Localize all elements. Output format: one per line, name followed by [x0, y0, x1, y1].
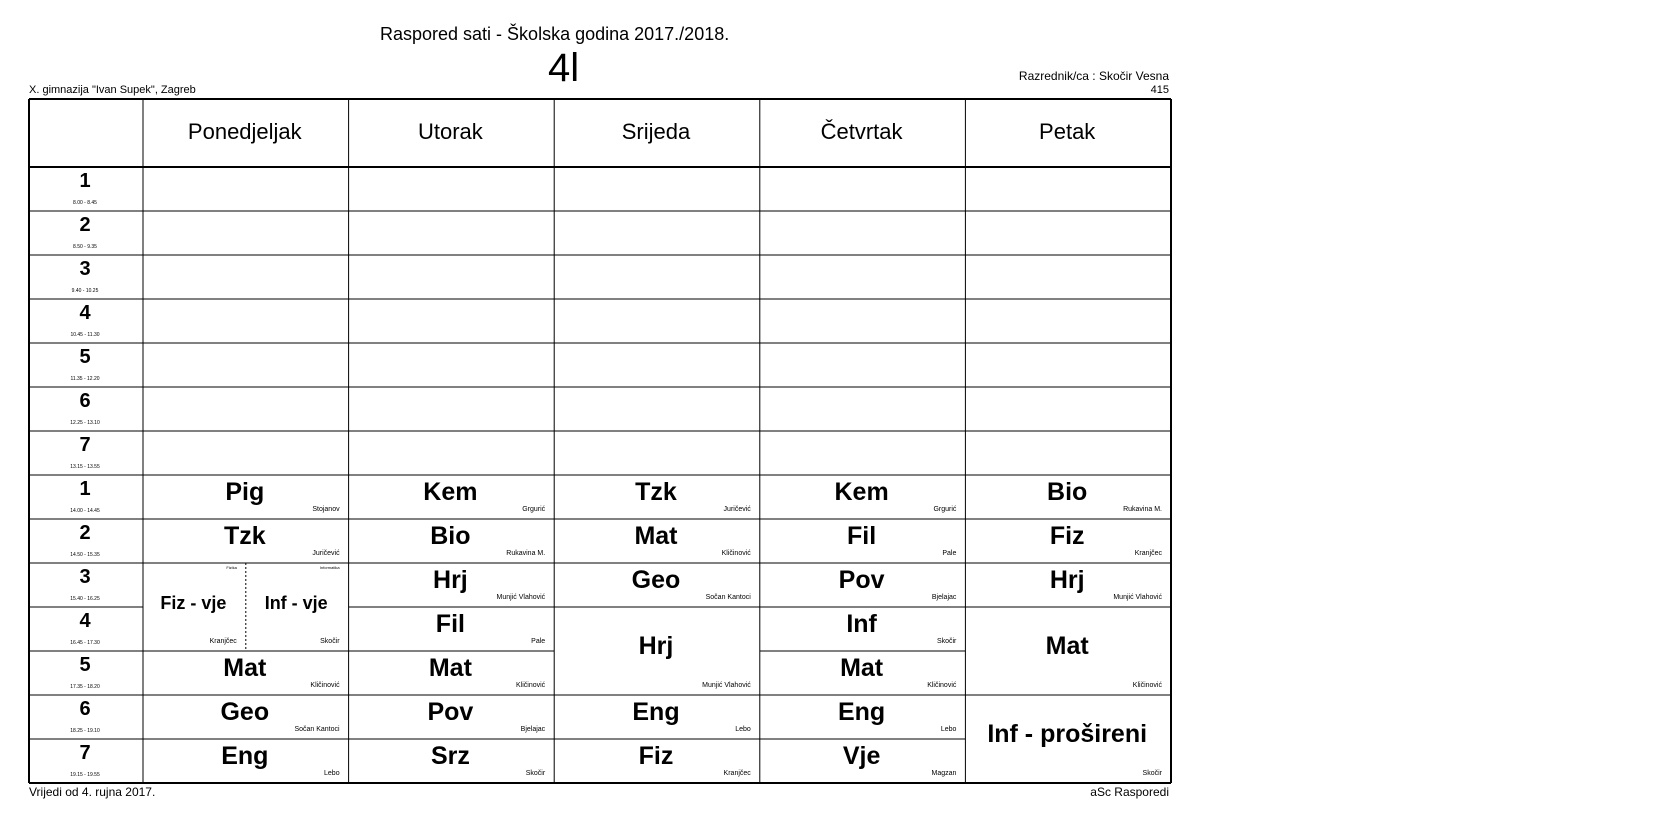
- period-time: 15.40 - 16.25: [70, 596, 100, 602]
- period-number: 6: [79, 390, 91, 412]
- lesson-subject: Eng: [837, 698, 886, 726]
- lesson-subject: Geo: [631, 566, 681, 594]
- period-time: 12.25 - 13.10: [70, 420, 100, 426]
- lesson-teacher: Munjić Vlahović: [496, 594, 546, 601]
- period-time: 13.15 - 13.55: [70, 464, 100, 470]
- lesson-subject: Inf: [846, 610, 877, 638]
- lesson-subject: Mat: [428, 654, 472, 682]
- lesson-subject: Mat: [223, 654, 267, 682]
- lesson-teacher: Kranjčec: [723, 770, 751, 777]
- valid-from: Vrijedi od 4. rujna 2017.: [29, 785, 156, 799]
- lesson-teacher: Skočir: [320, 638, 340, 645]
- day-header: Utorak: [417, 119, 483, 144]
- lesson-teacher: Pale: [942, 550, 957, 557]
- period-time: 17.35 - 18.20: [70, 684, 100, 690]
- day-header: Četvrtak: [820, 119, 903, 144]
- period-time: 14.50 - 15.35: [70, 552, 100, 558]
- period-time: 9.40 - 10.25: [71, 288, 99, 294]
- lesson-subject: Mat: [634, 522, 678, 550]
- period-time: 18.25 - 19.10: [70, 728, 100, 734]
- school-name: X. gimnazija "Ivan Supek", Zagreb: [29, 84, 196, 96]
- period-number: 4: [79, 610, 91, 632]
- lesson-subject: Eng: [632, 698, 680, 726]
- lesson-subject: Fil: [435, 610, 465, 638]
- lesson-subject: Pov: [427, 698, 474, 726]
- lesson-subject: Kem: [834, 478, 889, 506]
- period-number: 1: [79, 478, 91, 500]
- lesson-subject: Bio: [430, 522, 471, 550]
- period-number: 5: [79, 346, 91, 368]
- period-time: 8.00 - 8.45: [73, 200, 97, 206]
- lesson-teacher: Grgurić: [933, 506, 957, 513]
- period-time: 16.45 - 17.30: [70, 640, 100, 646]
- lesson-teacher: Munjić Vlahović: [1113, 594, 1162, 601]
- period-number: 2: [79, 522, 91, 544]
- lesson-subject: Mat: [1045, 632, 1089, 660]
- period-number: 3: [79, 258, 91, 280]
- lesson-teacher: Kranjčec: [209, 638, 237, 645]
- lesson-group: Fizika: [226, 565, 237, 570]
- period-number: 4: [79, 302, 91, 324]
- lesson-teacher: Munjić Vlahović: [702, 682, 751, 689]
- lesson-subject: Mat: [840, 654, 884, 682]
- lesson-teacher: Pale: [531, 638, 546, 645]
- lesson-teacher: Skočir: [1142, 770, 1162, 777]
- lesson-teacher: Kličinović: [927, 682, 957, 689]
- lesson-teacher: Kličinović: [310, 682, 340, 689]
- lesson-group: Informatika: [319, 565, 340, 570]
- period-number: 7: [79, 742, 91, 764]
- class-name: 4l: [548, 46, 580, 90]
- period-number: 2: [79, 214, 91, 236]
- lesson-subject: Geo: [220, 698, 270, 726]
- lesson-teacher: Bjelajac: [931, 594, 957, 601]
- lesson-subject: Pig: [225, 478, 265, 506]
- lesson-teacher: Skočir: [525, 770, 546, 777]
- lesson-teacher: Rukavina M.: [506, 550, 546, 557]
- period-number: 5: [79, 654, 91, 676]
- lesson-subject: Fiz - vje: [160, 593, 227, 614]
- lesson-subject: Fiz: [1049, 522, 1085, 550]
- period-time: 8.50 - 9.35: [73, 244, 97, 250]
- lesson-teacher: Kličinović: [516, 682, 546, 689]
- day-header: Srijeda: [621, 119, 691, 144]
- room-number: 415: [1150, 84, 1169, 96]
- day-header: Ponedjeljak: [187, 119, 302, 144]
- lesson-teacher: Rukavina M.: [1123, 506, 1162, 513]
- lesson-subject: Hrj: [638, 632, 674, 660]
- lesson-teacher: Kličinović: [721, 550, 751, 557]
- page-title: Raspored sati - Školska godina 2017./2018.: [380, 24, 730, 44]
- lesson-teacher: Sočan Kantoci: [705, 594, 751, 601]
- lesson-subject: Srz: [430, 742, 470, 770]
- period-number: 7: [79, 434, 91, 456]
- lesson-subject: Fiz: [638, 742, 674, 770]
- lesson-subject: Eng: [221, 742, 269, 770]
- lesson-subject: Inf - prošireni: [987, 720, 1148, 748]
- lesson-subject: Kem: [423, 478, 478, 506]
- lesson-teacher: Kličinović: [1132, 682, 1162, 689]
- lesson-subject: Fil: [847, 522, 877, 550]
- lesson-teacher: Lebo: [324, 770, 340, 777]
- lesson-teacher: Stojanov: [312, 506, 340, 513]
- lesson-teacher: Juričević: [312, 550, 340, 557]
- period-number: 6: [79, 698, 91, 720]
- lesson-teacher: Lebo: [735, 726, 751, 733]
- day-header: Petak: [1039, 119, 1096, 144]
- software-name: aSc Rasporedi: [1090, 785, 1169, 799]
- lesson-teacher: Grgurić: [522, 506, 546, 513]
- lesson-subject: Hrj: [1049, 566, 1085, 594]
- lesson-subject: Tzk: [223, 522, 266, 550]
- lesson-teacher: Kranjčec: [1134, 550, 1162, 557]
- period-time: 14.00 - 14.45: [70, 508, 100, 514]
- period-time: 10.45 - 11.30: [70, 332, 100, 338]
- lesson-subject: Bio: [1047, 478, 1088, 506]
- lesson-teacher: Sočan Kantoci: [294, 726, 340, 733]
- lesson-subject: Hrj: [433, 566, 468, 594]
- lesson-subject: Tzk: [635, 478, 677, 506]
- lesson-teacher: Skočir: [936, 638, 957, 645]
- class-teacher: Razrednik/ca : Skočir Vesna: [1018, 69, 1169, 83]
- lesson-subject: Pov: [838, 566, 885, 594]
- lesson-subject: Vje: [842, 742, 881, 770]
- period-time: 11.35 - 12.20: [70, 376, 100, 382]
- period-number: 1: [79, 170, 91, 192]
- lesson-teacher: Juričević: [723, 506, 751, 513]
- period-time: 19.15 - 19.55: [70, 772, 100, 778]
- lesson-subject: Inf - vje: [264, 593, 328, 614]
- lesson-teacher: Magzan: [931, 770, 957, 777]
- lesson-teacher: Lebo: [940, 726, 957, 733]
- period-number: 3: [79, 566, 91, 588]
- lesson-teacher: Bjelajac: [520, 726, 546, 733]
